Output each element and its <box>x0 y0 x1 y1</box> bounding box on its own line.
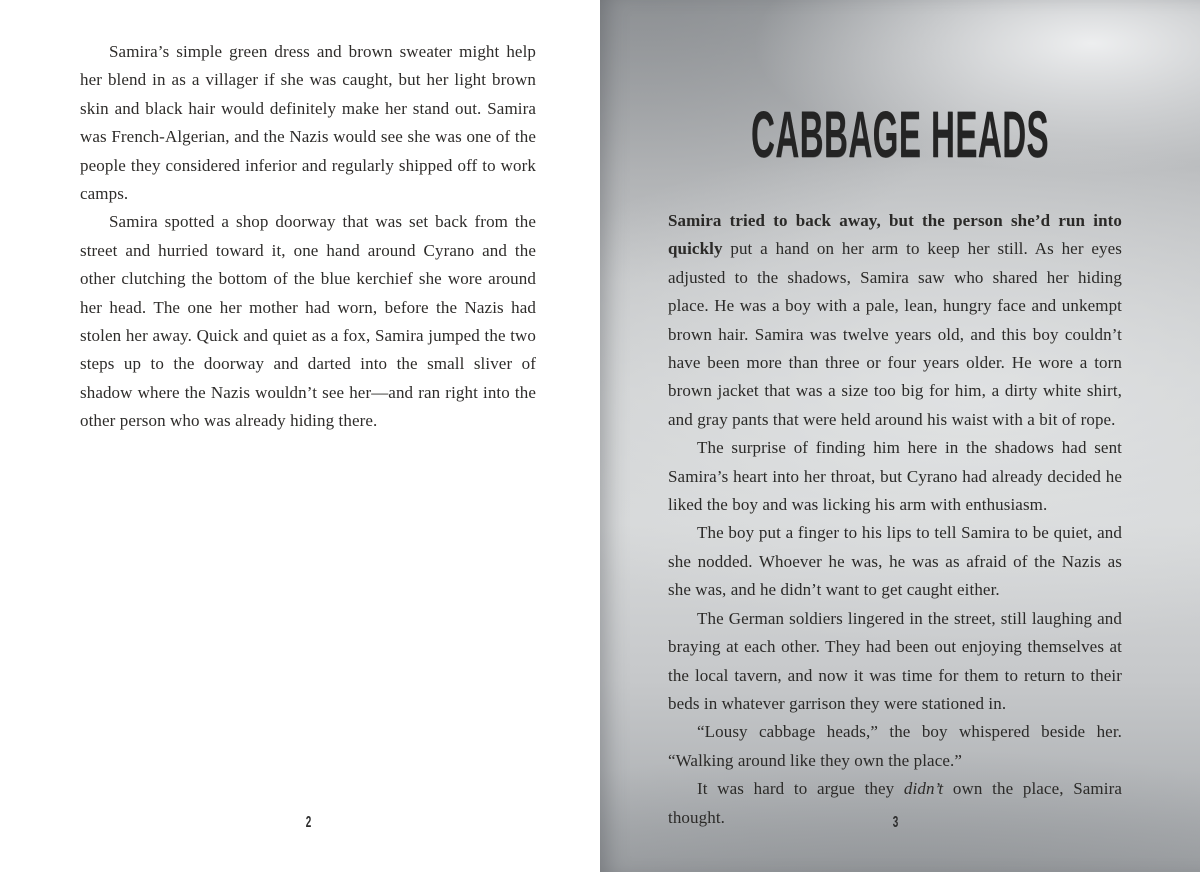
page-number-text: 3 <box>892 814 898 831</box>
left-page-text <box>80 38 536 436</box>
paragraph-text: put a hand on her arm to keep her still. As her eyes adjusted to the shadows, Samira saw who shared her hiding place. He was a boy with a pale, lean, hungry face and unkempt brown hair. Samira was twelve years old, and this boy couldn’t have been more than three or four years older. He wore a torn brown jacket that was a size too big for him, a dirty white shirt, and gray pants that were held around his waist with a bit of rope. <box>668 239 1122 429</box>
right-paragraph-3 <box>668 519 1122 604</box>
right-page <box>600 0 1200 872</box>
left-page-number <box>80 813 536 833</box>
left-paragraph-2 <box>80 208 536 435</box>
paragraph-text: own the place, Samira thought. <box>668 779 1122 827</box>
right-paragraph-1 <box>668 207 1122 434</box>
paragraph-text: The surprise of finding him here in the shadows had sent Samira’s heart into her throat, but Cyrano had already decided he liked the boy and was licking his arm with enthusiasm. <box>668 438 1122 515</box>
bold-lead-text: Samira tried to back away, but the person she’d run into quickly <box>668 211 1122 259</box>
paragraph-text: The boy put a finger to his lips to tell Samira to be quiet, and she nodded. Whoever he was, he was as afraid of the Nazis as she was, and he didn’t want to get caught either. <box>668 523 1122 600</box>
right-paragraph-4 <box>668 605 1122 719</box>
page-number-text: 2 <box>305 814 311 831</box>
right-paragraph-2 <box>668 434 1122 519</box>
italic-text: didn’t <box>903 779 944 799</box>
chapter-title <box>600 97 1200 171</box>
right-page-text <box>668 207 1122 832</box>
paragraph-text: Samira spotted a shop doorway that was set back from the street and hurried toward it, one hand around Cyrano and the other clutching the bottom of the blue kerchief she wore around her head. The one her mother had worn, before the Nazis had stolen her away. Quick and quiet as a fox, Samira jumped the two steps up to the doorway and darted into the small sliver of shadow where the Nazis wouldn’t see her—and ran right into the other person who was already hiding there. <box>80 212 536 431</box>
paragraph-text: “Lousy cabbage heads,” the boy whispered beside her. “Walking around like they own the place.” <box>668 722 1122 770</box>
right-paragraph-5 <box>668 718 1122 775</box>
right-page-number <box>668 813 1122 833</box>
paragraph-text: The German soldiers lingered in the street, still laughing and braying at each other. They had been out enjoying themselves at the local tavern, and now it was time for them to return to their beds in whatever garrison they were stationed in. <box>668 608 1122 713</box>
paragraph-text: Samira’s simple green dress and brown sweater might help her blend in as a villager if she was caught, but her light brown skin and black hair would definitely make her stand out. Samira was French-Algerian, and the Nazis would see she was one of the people they considered inferior and regularly shipped off to work camps. <box>80 42 536 204</box>
paragraph-text: It was hard to argue they <box>697 779 904 799</box>
left-paragraph-1 <box>80 38 536 208</box>
chapter-title-text: CABBAGE HEADS <box>750 97 1050 171</box>
